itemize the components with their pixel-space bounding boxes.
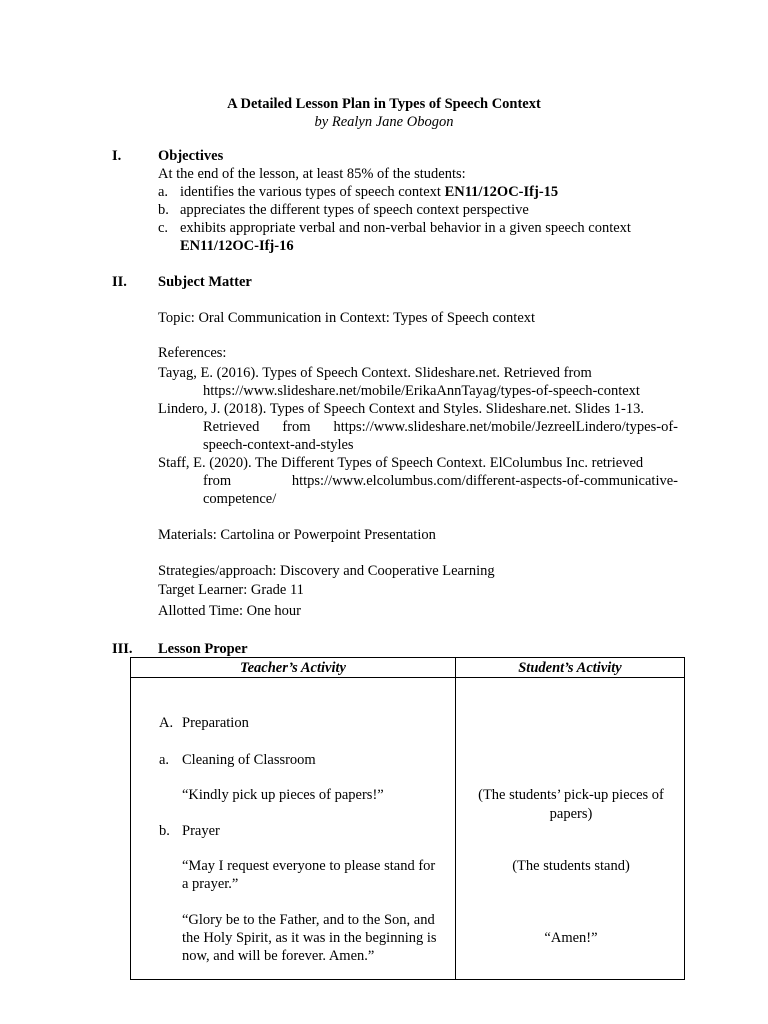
student-response: papers) [549, 806, 593, 822]
teacher-activity-cell [131, 678, 456, 980]
document-author: by Realyn Jane Obogon [314, 114, 454, 130]
materials-line: Materials: Cartolina or Powerpoint Presentation [158, 527, 436, 543]
section-number-subject: II. [112, 274, 127, 290]
curriculum-code: EN11/12OC-Ifj-15 [444, 184, 559, 200]
teacher-quote: a prayer.” [182, 876, 239, 892]
target-learner-line: Target Learner: Grade 11 [158, 582, 304, 598]
reference-word: from [282, 419, 311, 435]
objective-item [158, 183, 558, 201]
list-marker: b. [159, 823, 170, 839]
student-activity-cell [456, 678, 685, 980]
objective-item [158, 201, 529, 219]
activity-label: Cleaning of Classroom [182, 752, 316, 768]
activity-label: Prayer [182, 823, 220, 839]
reference-entry [158, 364, 678, 400]
allotted-time-line: Allotted Time: One hour [158, 603, 301, 619]
reference-entry [158, 400, 678, 454]
objective-text: appreciates the different types of speech context perspective [180, 202, 529, 218]
teacher-quote: the Holy Spirit, as it was in the beginning is [182, 930, 437, 946]
column-header-student: Student’s Activity [456, 658, 685, 678]
section-title-subject: Subject Matter [158, 274, 252, 290]
reference-justified-line [158, 472, 678, 490]
objectives-intro: At the end of the lesson, at least 85% of the students: [158, 166, 466, 182]
student-response: (The students stand) [512, 858, 630, 874]
objective-marker: c. [158, 220, 169, 236]
objective-marker: a. [158, 184, 169, 200]
section-title-objectives: Objectives [158, 148, 224, 164]
teacher-quote: now, and will be forever. Amen.” [182, 948, 375, 964]
reference-text: Tayag, E. (2016). Types of Speech Context. Slideshare.net. Retrieved from [158, 365, 592, 381]
objective-text: exhibits appropriate verbal and non-verbal behavior in a given speech context [180, 220, 631, 236]
reference-url: speech-context-and-styles [203, 437, 354, 453]
activity-heading: Preparation [182, 715, 249, 731]
section-number-lesson: III. [112, 641, 133, 657]
reference-word: from [203, 473, 232, 489]
objective-text: identifies the various types of speech context [180, 184, 445, 200]
reference-url: https://www.slideshare.net/mobile/ErikaAnnTayag/types-of-speech-context [203, 383, 640, 399]
reference-text: Lindero, J. (2018). Types of Speech Context and Styles. Slideshare.net. Slides 1-13. [158, 401, 645, 417]
reference-text: Staff, E. (2020). The Different Types of Speech Context. ElColumbus Inc. retrieved [158, 455, 644, 471]
student-response: “Amen!” [544, 930, 598, 946]
curriculum-code: EN11/12OC-Ifj-16 [180, 238, 294, 254]
reference-word: Retrieved [203, 419, 260, 435]
reference-entry [158, 454, 678, 508]
student-response: (The students’ pick-up pieces of [478, 787, 664, 803]
objective-marker: b. [158, 202, 169, 218]
lesson-activity-table [130, 657, 685, 980]
section-title-lesson: Lesson Proper [158, 641, 248, 657]
reference-url: https://www.slideshare.net/mobile/JezreelLindero/types-of- [333, 419, 678, 435]
teacher-quote: “Kindly pick up pieces of papers!” [182, 787, 384, 803]
list-marker: A. [159, 715, 174, 731]
column-header-teacher: Teacher’s Activity [131, 658, 456, 678]
section-number-objectives: I. [112, 148, 122, 164]
references-label: References: [158, 345, 227, 361]
list-marker: a. [159, 752, 170, 768]
teacher-quote: “Glory be to the Father, and to the Son, and [182, 912, 435, 928]
topic-line: Topic: Oral Communication in Context: Types of Speech context [158, 310, 536, 326]
objective-item [158, 219, 631, 237]
document-title: A Detailed Lesson Plan in Types of Speech Context [227, 96, 541, 112]
reference-url: https://www.elcolumbus.com/different-aspects-of-communicative- [291, 473, 678, 489]
strategies-line: Strategies/approach: Discovery and Cooperative Learning [158, 563, 495, 579]
reference-url: competence/ [203, 491, 277, 507]
teacher-quote: “May I request everyone to please stand for [182, 858, 436, 874]
reference-justified-line [158, 418, 678, 436]
